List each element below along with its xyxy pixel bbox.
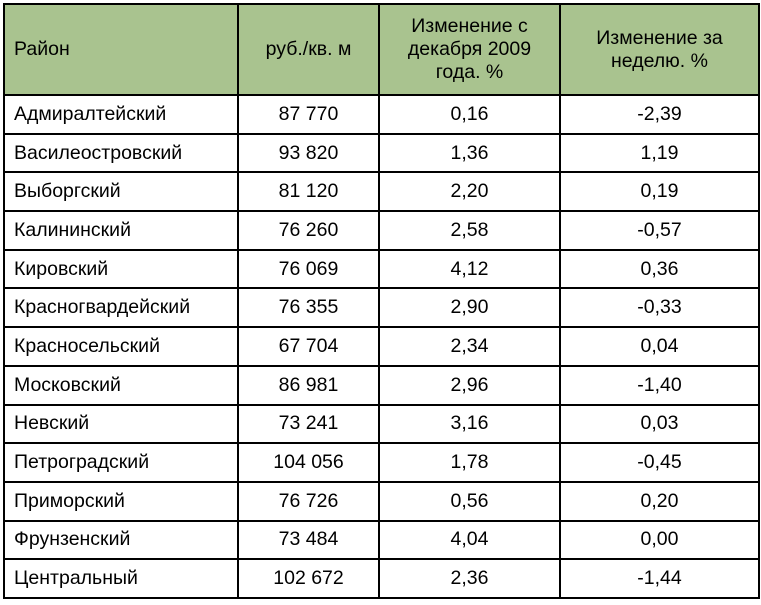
cell-price: 87 770 [238,95,379,134]
table-row [4,559,759,598]
cell-change-since-december: 4,12 [379,250,560,289]
header-change-since-december-label: Изменение с декабря 2009 года. % [407,15,532,83]
cell-change-since-december: 0,56 [379,482,560,521]
cell-change-since-december: 2,34 [379,327,560,366]
cell-change-week: -0,45 [560,443,759,482]
cell-district: Фрунзенский [4,521,238,560]
cell-district: Центральный [4,559,238,598]
table-row [4,443,759,482]
cell-change-since-december: 0,16 [379,95,560,134]
header-district [4,4,238,95]
table-row [4,405,759,444]
cell-price: 86 981 [238,366,379,405]
table-header [4,4,759,95]
cell-change-week: -2,39 [560,95,759,134]
cell-change-week: -0,57 [560,211,759,250]
cell-change-week: 0,36 [560,250,759,289]
cell-district: Московский [4,366,238,405]
table-row [4,288,759,327]
cell-price: 76 069 [238,250,379,289]
header-change-week-label: Изменение за неделю. % [596,26,723,72]
cell-price: 81 120 [238,172,379,211]
table-row [4,521,759,560]
table-row [4,250,759,289]
cell-change-since-december: 4,04 [379,521,560,560]
cell-change-week: -1,40 [560,366,759,405]
header-change-week [560,4,759,95]
cell-district: Выборгский [4,172,238,211]
header-change-since-december [379,4,560,95]
district-price-table [3,3,760,599]
header-price-label: руб./кв. м [265,38,352,60]
cell-district: Красногвардейский [4,288,238,327]
cell-change-week: 0,04 [560,327,759,366]
cell-price: 73 241 [238,405,379,444]
cell-district: Петроградский [4,443,238,482]
table-row [4,482,759,521]
cell-price: 76 355 [238,288,379,327]
cell-price: 76 260 [238,211,379,250]
cell-district: Кировский [4,250,238,289]
cell-district: Невский [4,405,238,444]
cell-change-since-december: 3,16 [379,405,560,444]
cell-change-since-december: 2,96 [379,366,560,405]
cell-district: Адмиралтейский [4,95,238,134]
cell-price: 73 484 [238,521,379,560]
cell-change-week: -1,44 [560,559,759,598]
table-row [4,172,759,211]
cell-change-week: -0,33 [560,288,759,327]
cell-change-since-december: 2,58 [379,211,560,250]
cell-change-week: 0,20 [560,482,759,521]
cell-price: 102 672 [238,559,379,598]
cell-price: 76 726 [238,482,379,521]
header-district-label: Район [14,38,70,60]
cell-change-week: 0,00 [560,521,759,560]
table-body [4,95,759,598]
cell-price: 67 704 [238,327,379,366]
cell-change-since-december: 2,20 [379,172,560,211]
cell-change-week: 1,19 [560,134,759,173]
table-row [4,327,759,366]
cell-district: Красносельский [4,327,238,366]
header-price [238,4,379,95]
cell-change-since-december: 2,36 [379,559,560,598]
cell-price: 104 056 [238,443,379,482]
cell-district: Василеостровский [4,134,238,173]
cell-change-week: 0,03 [560,405,759,444]
cell-change-week: 0,19 [560,172,759,211]
header-row [4,4,759,95]
cell-change-since-december: 1,36 [379,134,560,173]
table-row [4,95,759,134]
cell-district: Приморский [4,482,238,521]
cell-price: 93 820 [238,134,379,173]
cell-change-since-december: 1,78 [379,443,560,482]
cell-change-since-december: 2,90 [379,288,560,327]
cell-district: Калининский [4,211,238,250]
table-row [4,134,759,173]
table-row [4,366,759,405]
table-row [4,211,759,250]
